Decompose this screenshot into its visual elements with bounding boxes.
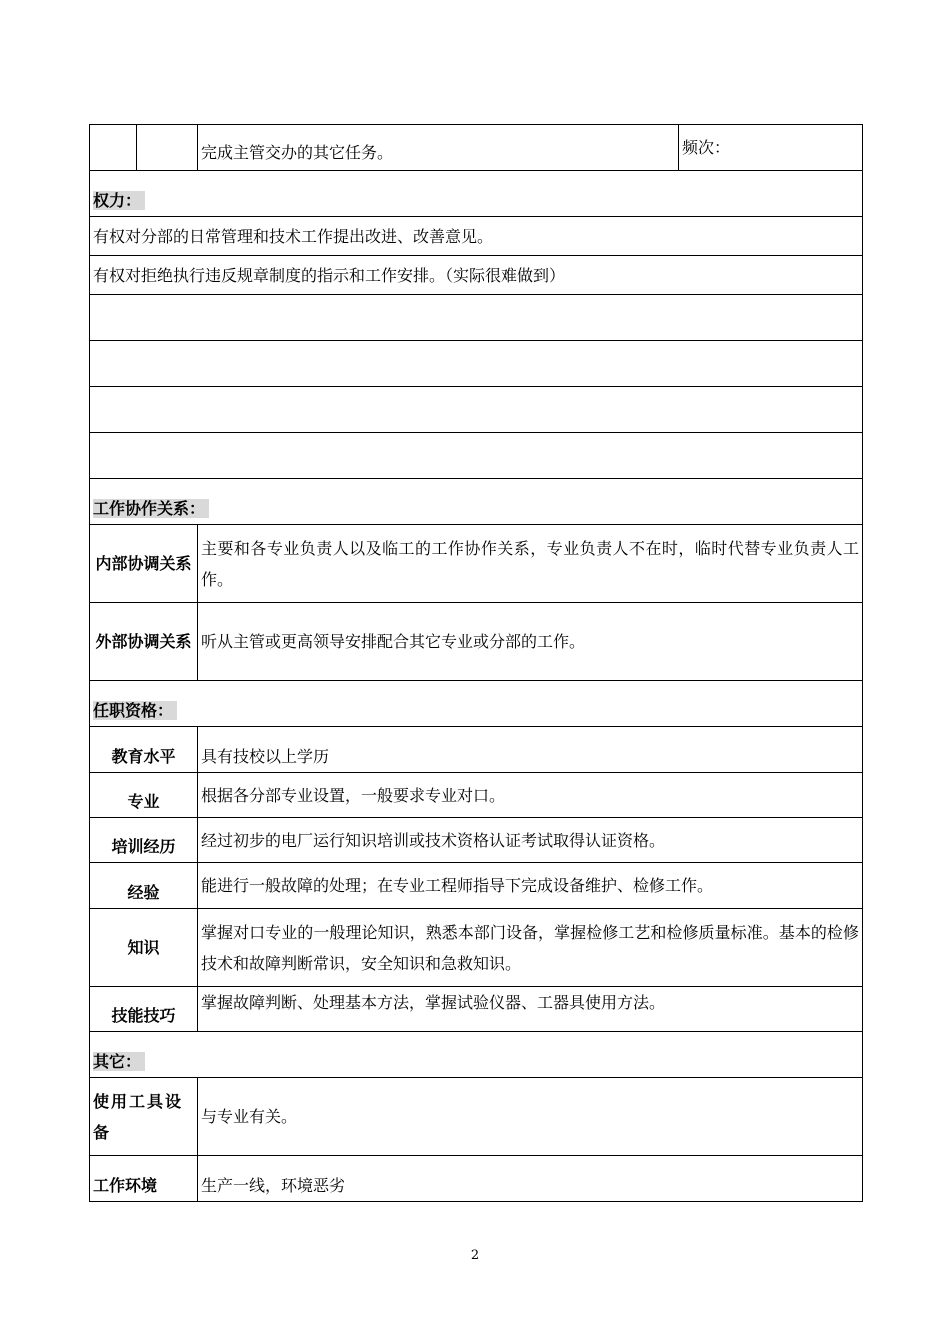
skills-text: 掌握故障判断、处理基本方法，掌握试验仪器、工器具使用方法。	[198, 987, 863, 1032]
other-heading-row	[90, 1032, 863, 1078]
task-index-cell	[90, 125, 137, 171]
education-label: 教育水平	[90, 727, 198, 773]
authority-item-row	[90, 217, 863, 256]
relations-row	[90, 525, 863, 603]
external-relations-label: 外部协调关系	[90, 603, 198, 681]
experience-label: 经验	[90, 863, 198, 909]
major-text: 根据各分部专业设置，一般要求专业对口。	[198, 773, 863, 818]
tools-label: 使用工具设备	[90, 1078, 198, 1156]
authority-empty-row	[90, 433, 863, 479]
external-relations-text: 听从主管或更高领导安排配合其它专业或分部的工作。	[198, 603, 863, 681]
relations-heading: 工作协作关系：	[93, 499, 209, 518]
authority-item-1: 有权对分部的日常管理和技术工作提出改进、改善意见。	[90, 217, 863, 256]
job-description-table	[89, 124, 863, 1202]
qualification-row	[90, 773, 863, 818]
authority-item-row	[90, 256, 863, 295]
authority-item-2: 有权对拒绝执行违反规章制度的指示和工作安排。（实际很难做到）	[90, 256, 863, 295]
authority-empty-row	[90, 341, 863, 387]
authority-heading-row	[90, 171, 863, 217]
authority-heading: 权力：	[93, 191, 145, 210]
knowledge-label: 知识	[90, 909, 198, 987]
internal-relations-label: 内部协调关系	[90, 525, 198, 603]
qualification-row	[90, 863, 863, 909]
training-text: 经过初步的电厂运行知识培训或技术资格认证考试取得认证资格。	[198, 818, 863, 863]
tools-text: 与专业有关。	[198, 1078, 863, 1156]
task-frequency-label: 频次：	[679, 125, 863, 171]
training-label: 培训经历	[90, 818, 198, 863]
qualifications-heading: 任职资格：	[93, 701, 177, 720]
experience-text: 能进行一般故障的处理；在专业工程师指导下完成设备维护、检修工作。	[198, 863, 863, 909]
environment-label: 工作环境	[90, 1156, 198, 1202]
task-subindex-cell	[137, 125, 198, 171]
education-text: 具有技校以上学历	[198, 727, 863, 773]
skills-label: 技能技巧	[90, 987, 198, 1032]
other-heading: 其它：	[93, 1052, 145, 1071]
qualification-row	[90, 727, 863, 773]
other-row	[90, 1156, 863, 1202]
page-number: 2	[470, 1248, 480, 1263]
other-row	[90, 1078, 863, 1156]
internal-relations-text: 主要和各专业负责人以及临工的工作协作关系，专业负责人不在时，临时代替专业负责人工作。	[198, 525, 863, 603]
authority-empty-row	[90, 387, 863, 433]
qualification-row	[90, 987, 863, 1032]
environment-text: 生产一线，环境恶劣	[198, 1156, 863, 1202]
relations-heading-row	[90, 479, 863, 525]
task-text: 完成主管交办的其它任务。	[198, 125, 679, 171]
major-label: 专业	[90, 773, 198, 818]
task-row	[90, 125, 863, 171]
knowledge-text: 掌握对口专业的一般理论知识，熟悉本部门设备，掌握检修工艺和检修质量标准。基本的检修技术和故障判断常识，安全知识和急救知识。	[198, 909, 863, 987]
qualification-row	[90, 818, 863, 863]
relations-row	[90, 603, 863, 681]
qualification-row	[90, 909, 863, 987]
authority-empty-row	[90, 295, 863, 341]
qualifications-heading-row	[90, 681, 863, 727]
